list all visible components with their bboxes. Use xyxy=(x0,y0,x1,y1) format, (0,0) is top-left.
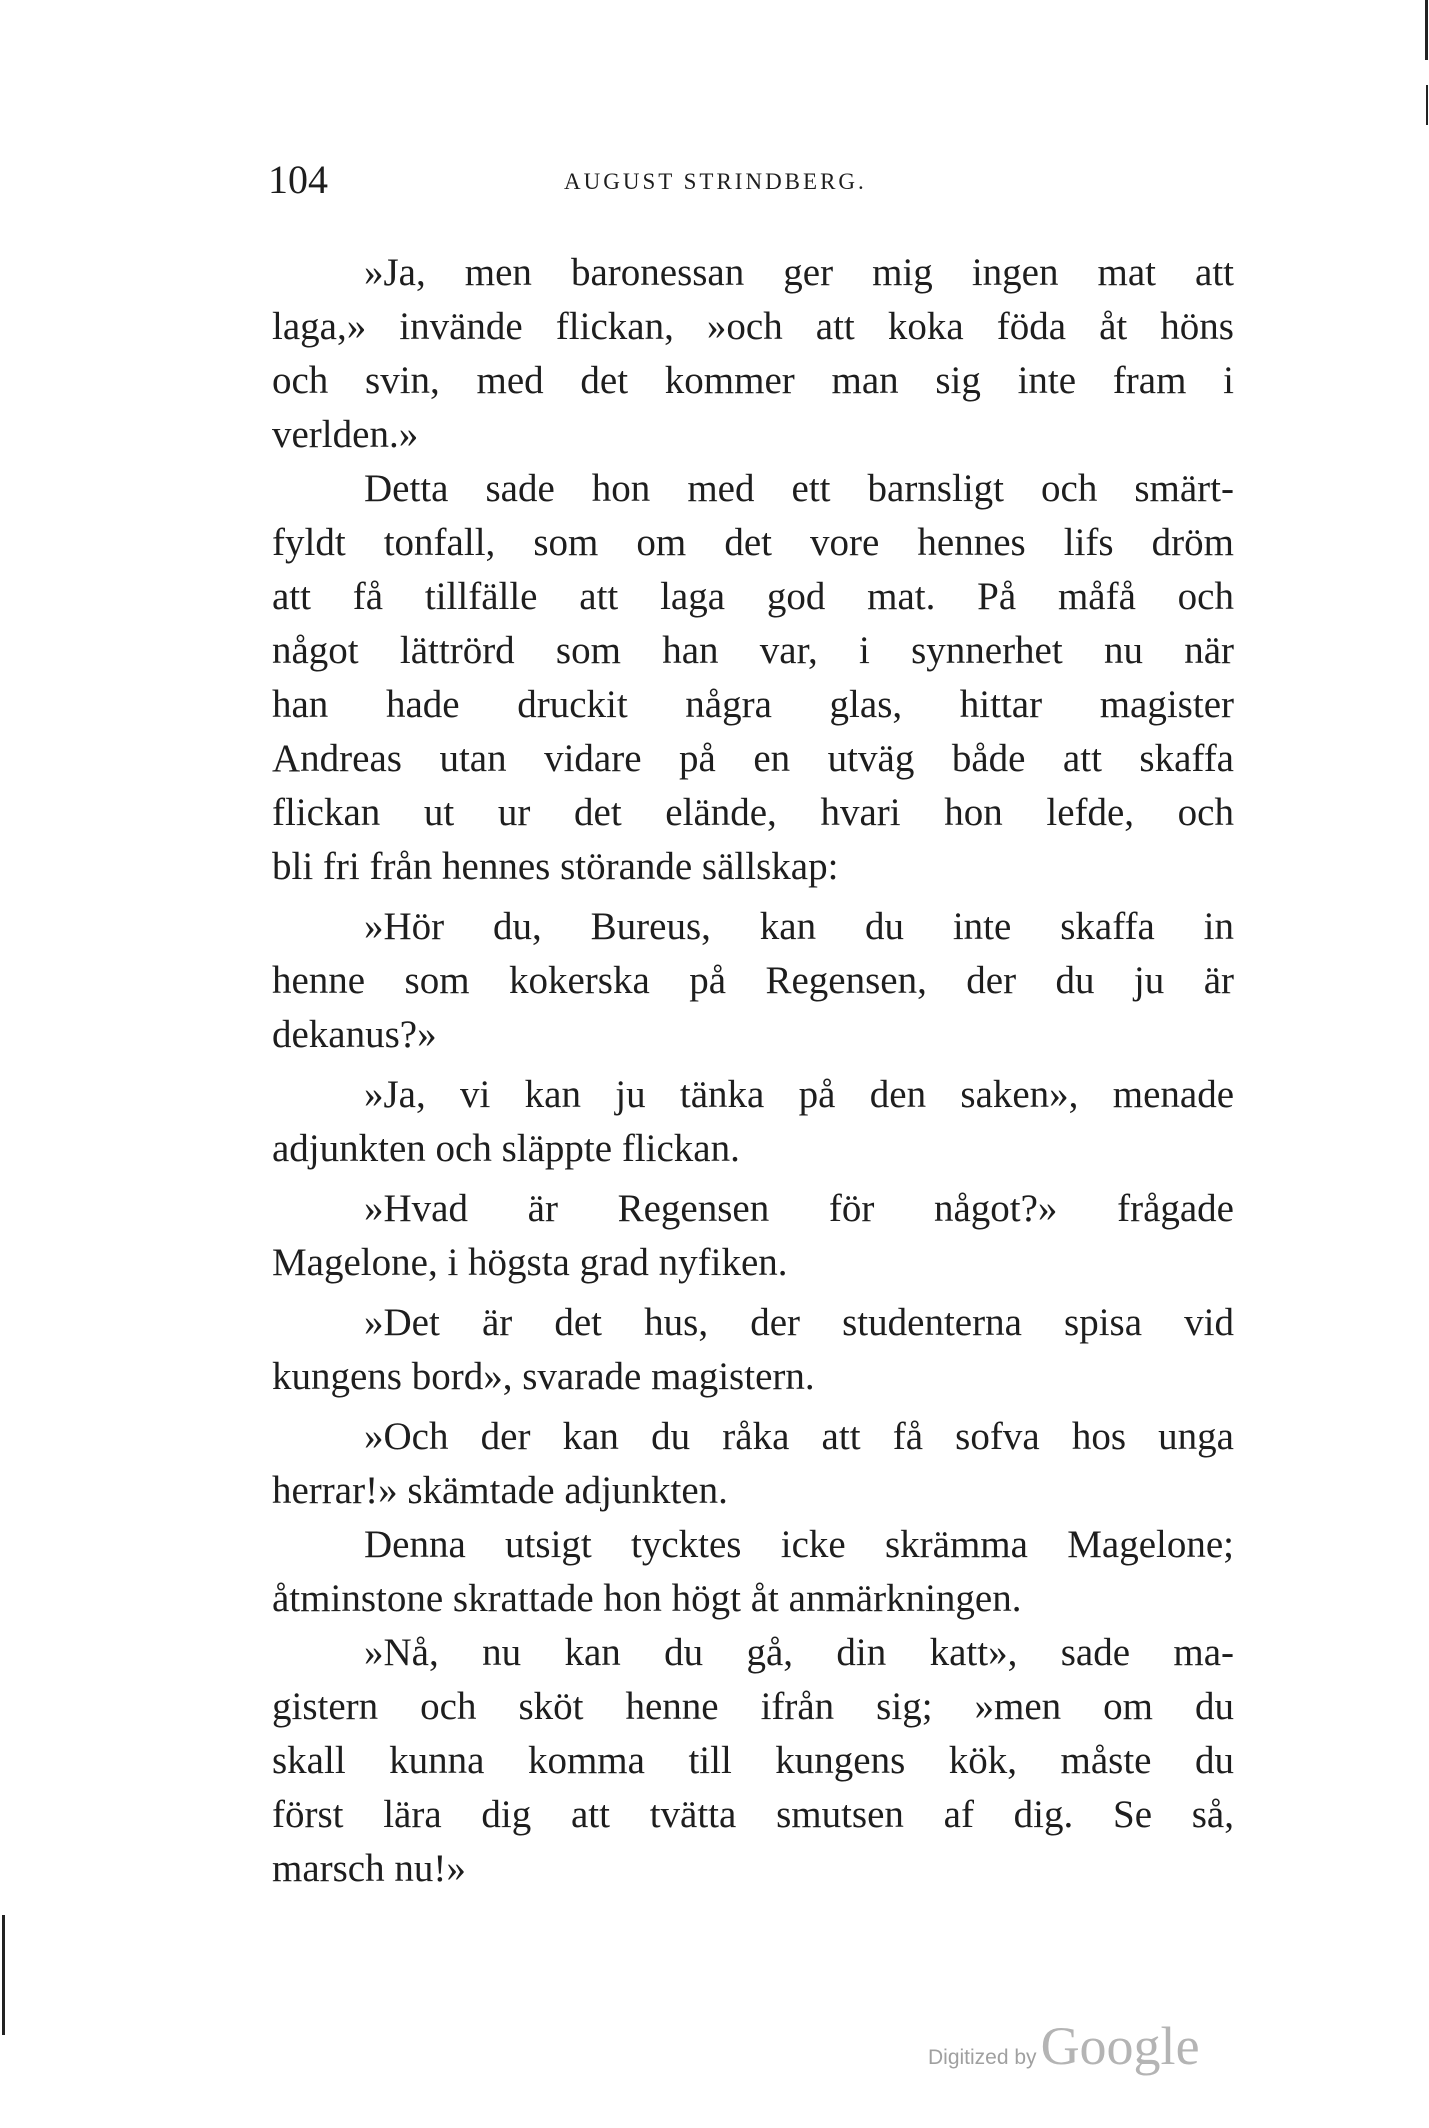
text-line: »Ja, men baronessan ger mig ingen mat att xyxy=(364,251,1234,294)
digitized-label: Digitized by xyxy=(928,2046,1037,2069)
text-line: verlden.» xyxy=(272,413,419,456)
google-brand: Google xyxy=(1040,2016,1200,2076)
page-number: 104 xyxy=(268,157,328,202)
text-line: Denna utsigt tycktes icke skrämma Magelone; xyxy=(364,1523,1234,1566)
text-line: Andreas utan vidare på en utväg både att skaffa xyxy=(272,737,1234,780)
text-line: åtminstone skrattade hon högt åt anmärkningen. xyxy=(272,1577,1022,1620)
text-line: »Ja, vi kan ju tänka på den saken», menade xyxy=(364,1073,1234,1116)
scan-edge-mark-right xyxy=(1426,85,1428,125)
text-line: kungens bord», svarade magistern. xyxy=(272,1355,815,1398)
text-line: laga,» invände flickan, »och att koka föda åt höns xyxy=(272,305,1234,348)
text-line: »Hvad är Regensen för något?» frågade xyxy=(364,1187,1234,1230)
page-header xyxy=(268,150,1238,210)
text-line: först lära dig att tvätta smutsen af dig. Se så, xyxy=(272,1793,1234,1836)
text-line: att få tillfälle att laga god mat. På måfå och xyxy=(272,575,1234,618)
text-line: och svin, med det kommer man sig inte fram i xyxy=(272,359,1234,402)
text-line: gistern och sköt henne ifrån sig; »men om du xyxy=(272,1685,1234,1728)
text-line: flickan ut ur det elände, hvari hon lefde, och xyxy=(272,791,1234,834)
text-line: henne som kokerska på Regensen, der du ju är xyxy=(272,959,1234,1002)
text-line: »Och der kan du råka att få sofva hos unga xyxy=(364,1415,1234,1458)
text-line: dekanus?» xyxy=(272,1013,437,1056)
text-line: »Nå, nu kan du gå, din katt», sade ma- xyxy=(364,1631,1234,1674)
text-line: adjunkten och släppte flickan. xyxy=(272,1127,740,1170)
text-line: fyldt tonfall, som om det vore hennes lifs dröm xyxy=(272,521,1234,564)
text-line: skall kunna komma till kungens kök, måste du xyxy=(272,1739,1234,1782)
text-line: »Det är det hus, der studenterna spisa vid xyxy=(364,1301,1234,1344)
scan-edge-mark-top-right xyxy=(1425,0,1428,60)
body-text xyxy=(272,246,1234,1896)
digitized-watermark xyxy=(928,2015,1200,2085)
scan-edge-mark-left xyxy=(2,1915,5,2035)
text-line: han hade druckit några glas, hittar magister xyxy=(272,683,1234,726)
running-head: AUGUST STRINDBERG. xyxy=(564,169,867,194)
text-line: »Hör du, Bureus, kan du inte skaffa in xyxy=(364,905,1234,948)
text-line: Magelone, i högsta grad nyfiken. xyxy=(272,1241,788,1284)
text-line: något lättrörd som han var, i synnerhet nu när xyxy=(272,629,1234,672)
text-line: marsch nu!» xyxy=(272,1847,466,1890)
text-line: Detta sade hon med ett barnsligt och smärt- xyxy=(364,467,1234,510)
text-line: bli fri från hennes störande sällskap: xyxy=(272,845,839,888)
text-line: herrar!» skämtade adjunkten. xyxy=(272,1469,728,1512)
